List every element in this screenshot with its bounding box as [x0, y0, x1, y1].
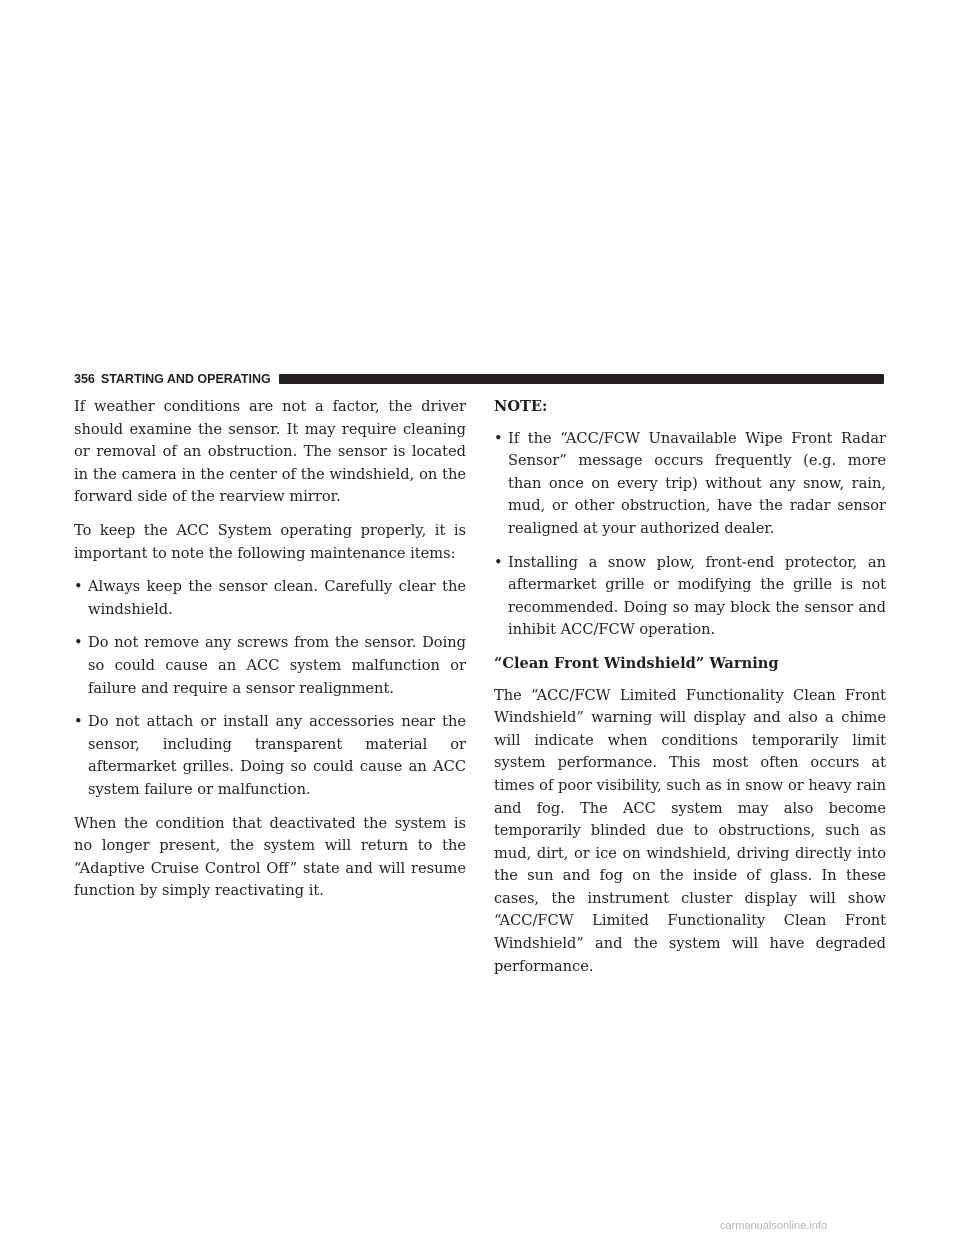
list-item-text: Always keep the sensor clean. Carefully clear the windshield.	[88, 578, 466, 618]
list-item-text: Do not attach or install any accessories near the sensor, including transparent material or aftermarket grilles. Doing so could cause an ACC system failure or malfunction.	[88, 713, 466, 798]
maintenance-list	[74, 576, 466, 801]
header-rule	[279, 374, 884, 384]
watermark: carmanualsonline.info	[720, 1220, 828, 1232]
paragraph-weather: If weather conditions are not a factor, the driver should examine the sensor. It may require cleaning or removal of an obstruction. The sensor is located in the camera in the center of the windshield, on the forward side of the rearview mirror.	[74, 398, 466, 506]
bullet-icon: •	[74, 634, 83, 652]
paragraph-windshield-warning: The “ACC/FCW Limited Functionality Clean Front Windshield” warning will display and also a chime will indicate when conditions temporarily limit system performance. This most often occurs at times of poor visibility, such as in snow or heavy rain and fog. The ACC system may also become temporarily blinded due to obstructions, such as mud, dirt, or ice on windshield, driving directly into the sun and fog on the inside of glass. In these cases, the instrument cluster display will show “ACC/FCW Limited Functionality Clean Front Windshield” and the system will have degraded performance.	[494, 686, 886, 975]
right-column	[494, 396, 886, 989]
paragraph-reactivation: When the condition that deactivated the system is no longer present, the system will return to the “Adaptive Cruise Control Off” state and will resume function by simply reactivating it.	[74, 814, 466, 900]
list-item-text: Do not remove any screws from the sensor. Doing so could cause an ACC system malfunction or failure and require a sensor realignment.	[88, 634, 466, 697]
list-item	[74, 632, 466, 700]
warning-subheading: “Clean Front Windshield” Warning	[494, 654, 779, 672]
bullet-icon: •	[74, 578, 83, 596]
section-title: STARTING AND OPERATING	[100, 372, 271, 386]
list-item-text: Installing a snow plow, front-end protector, an aftermarket grille or modifying the grille is not recommended. Doing so may block the sensor and inhibit ACC/FCW operation.	[508, 553, 886, 639]
bullet-icon: •	[494, 553, 503, 571]
page-number: 356	[74, 372, 95, 386]
list-item	[494, 428, 886, 541]
list-item	[494, 552, 886, 642]
bullet-icon: •	[494, 429, 503, 447]
paragraph-maintenance-intro: To keep the ACC System operating properly, it is important to note the following maintenance items:	[74, 521, 466, 562]
left-column	[74, 396, 466, 914]
page-header	[74, 371, 884, 387]
note-list	[494, 428, 886, 642]
note-label: NOTE:	[494, 398, 548, 415]
list-item-text: If the “ACC/FCW Unavailable Wipe Front Radar Sensor” message occurs frequently (e.g. more than once on every trip) without any snow, rain, mud, or other obstruction, have the radar sensor realigned at your authorized dealer.	[508, 429, 886, 537]
list-item	[74, 576, 466, 621]
list-item	[74, 711, 466, 801]
bullet-icon: •	[74, 713, 83, 731]
